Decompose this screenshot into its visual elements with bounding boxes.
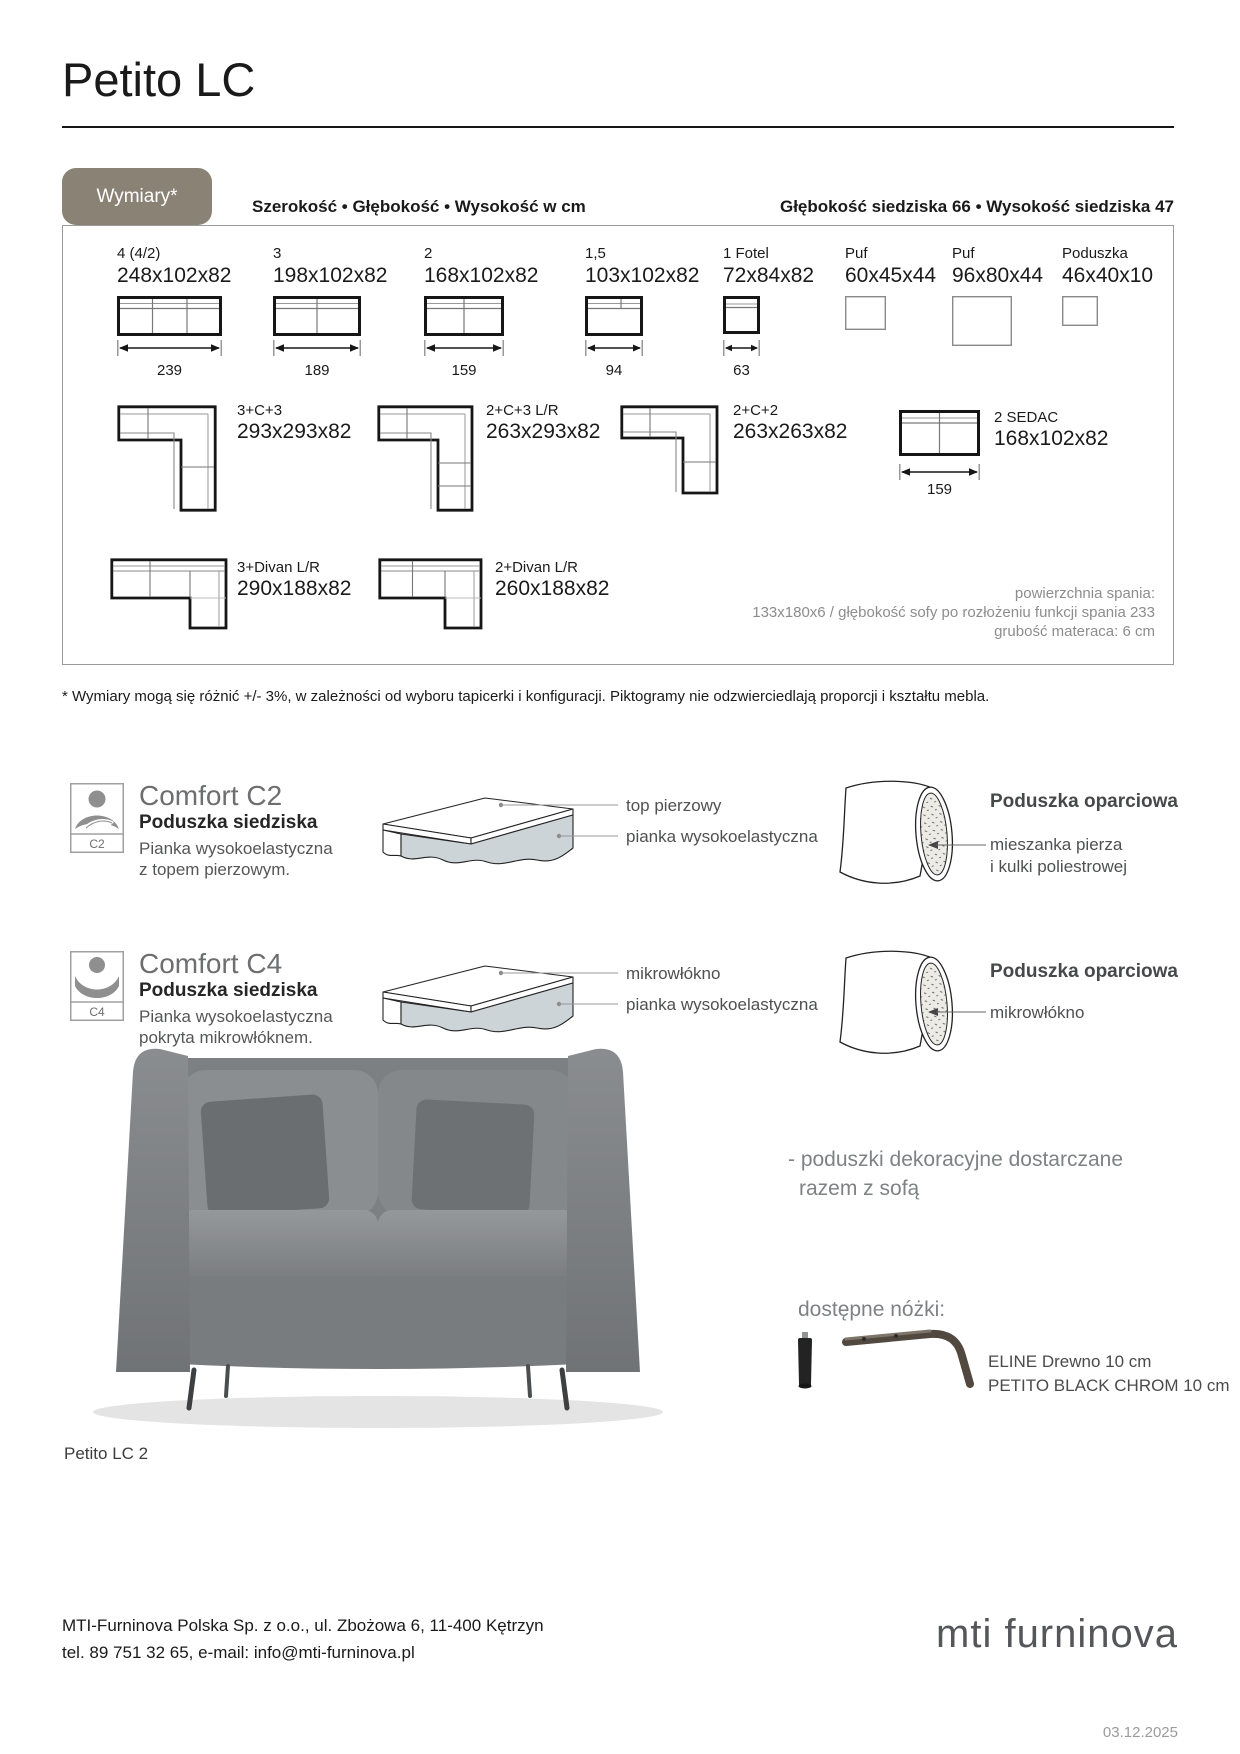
armchair-topview-pictogram xyxy=(723,296,760,334)
comfort-c4-subtitle: Poduszka siedziska xyxy=(139,980,318,1001)
c4-pillow-title: Poduszka oparciowa xyxy=(990,961,1178,982)
leg-petito-label: PETITO BLACK CHROM 10 cm xyxy=(988,1376,1230,1395)
dimensions-tab: Wymiary* xyxy=(62,168,212,225)
c2-pillow-label-line1: mieszanka pierza xyxy=(990,835,1123,854)
comfort-c4-badge: C4 xyxy=(89,1005,105,1019)
sofa-topview-pictogram xyxy=(424,296,504,336)
variant-size: 96x80x44 xyxy=(952,264,1044,287)
c4-pillow-label: mikrowłókno xyxy=(990,1003,1085,1022)
comfort-c2-badge: C2 xyxy=(89,837,105,851)
variant-cushion xyxy=(1062,245,1153,340)
comfort-c2-desc-line2: z topem pierzowym. xyxy=(139,860,291,879)
variant-name: Poduszka xyxy=(1062,245,1128,262)
width-value: 63 xyxy=(733,362,750,379)
comfort-c4-desc-line1: Pianka wysokoelastyczna xyxy=(139,1007,333,1026)
variant-size: 46x40x10 xyxy=(1062,264,1154,287)
corner-2c2-label xyxy=(733,402,847,444)
width-value: 159 xyxy=(451,362,477,379)
dimensions-header-left: Szerokość • Głębokość • Wysokość w cm xyxy=(252,197,586,216)
variant-size: 72x84x82 xyxy=(723,264,815,287)
variant-name: 1,5 xyxy=(585,245,606,262)
variant-pouf-small xyxy=(845,245,936,340)
leg-eline-label: ELINE Drewno 10 cm xyxy=(988,1352,1152,1371)
c2-cushion-label-top: top pierzowy xyxy=(626,796,722,815)
variant-size: 168x102x82 xyxy=(424,264,539,287)
decor-pillows-note-line2: razem z sofą xyxy=(799,1177,920,1200)
width-arrow xyxy=(899,464,980,480)
photo-caption: Petito LC 2 xyxy=(64,1444,149,1463)
variant-size: 248x102x82 xyxy=(117,264,232,287)
width-arrow xyxy=(273,340,361,356)
comfort-c2-icon xyxy=(70,783,124,853)
divan-3-pictogram xyxy=(110,558,228,630)
variant-4-seater xyxy=(117,245,231,379)
variant-size: 60x45x44 xyxy=(845,264,937,287)
config-size: 263x293x82 xyxy=(486,420,601,443)
divan-2-pictogram xyxy=(378,558,483,630)
width-value: 159 xyxy=(926,481,953,498)
config-name: 2+C+2 xyxy=(733,402,779,419)
config-size: 260x188x82 xyxy=(495,577,610,600)
corner-2c3-pictogram xyxy=(377,405,474,512)
dimensions-footnote: * Wymiary mogą się różnić +/- 3%, w zależności od wyboru tapicerki i konfiguracji. Piktogramy nie odzwierciedlają proporcji i kształtu mebla. xyxy=(62,688,990,705)
decor-pillows-note-line1: - poduszki dekoracyjne dostarczane xyxy=(788,1148,1124,1171)
c2-pillow-label-line2: i kulki poliestrowej xyxy=(990,857,1127,876)
sofa-topview-pictogram xyxy=(273,296,361,336)
back-pillow-diagram-c2 xyxy=(828,772,988,898)
variant-2-seater xyxy=(424,245,538,379)
c4-cushion-label-top: mikrowłókno xyxy=(626,964,721,983)
sedac-label xyxy=(994,409,1108,451)
footer-address-line2: tel. 89 751 32 65, e-mail: info@mti-furninova.pl xyxy=(62,1643,415,1662)
config-size: 293x293x82 xyxy=(237,420,352,443)
config-name: 2+Divan L/R xyxy=(495,559,578,576)
width-arrow xyxy=(723,340,760,356)
comfort-c4-desc-line2: pokryta mikrowłóknem. xyxy=(139,1028,313,1047)
config-size: 290x188x82 xyxy=(237,577,352,600)
sleep-note-line2: 133x180x6 / głębokość sofy po rozłożeniu funkcji spania 233 xyxy=(752,604,1155,621)
config-name: 3+C+3 xyxy=(237,402,283,419)
dimensions-header-right: Głębokość siedziska 66 • Wysokość siedziska 47 xyxy=(779,197,1174,216)
c2-cushion-label-foam: pianka wysokoelastyczna xyxy=(626,827,818,846)
corner-3c3-label xyxy=(237,402,351,444)
comfort-c2-desc-line1: Pianka wysokoelastyczna xyxy=(139,839,333,858)
variant-armchair xyxy=(723,245,814,379)
divan-3-label xyxy=(237,559,351,601)
seat-cushion-diagram-c2 xyxy=(375,794,620,872)
variant-name: Puf xyxy=(952,245,975,262)
width-arrow xyxy=(585,340,643,356)
comfort-c2-title: Comfort C2 xyxy=(139,780,283,811)
divan-2-label xyxy=(495,559,609,601)
pouf-topview-pictogram xyxy=(845,296,886,330)
width-value: 189 xyxy=(304,362,330,379)
variant-3-seater xyxy=(273,245,387,379)
width-value: 239 xyxy=(156,362,183,379)
mti-furninova-logo: mti furninova xyxy=(936,1612,1178,1656)
title-divider xyxy=(62,126,1174,128)
config-name: 2+C+3 L/R xyxy=(486,402,559,419)
comfort-c2-subtitle: Poduszka siedziska xyxy=(139,812,318,833)
variant-name: Puf xyxy=(845,245,868,262)
config-size: 263x263x82 xyxy=(733,420,848,443)
document-date: 03.12.2025 xyxy=(1102,1724,1178,1741)
variant-pouf-large xyxy=(952,245,1043,340)
c4-cushion-label-foam: pianka wysokoelastyczna xyxy=(626,995,818,1014)
comfort-c4-title: Comfort C4 xyxy=(139,948,283,979)
c2-pillow-title: Poduszka oparciowa xyxy=(990,791,1178,812)
variant-size: 198x102x82 xyxy=(273,264,388,287)
variant-size: 103x102x82 xyxy=(585,264,700,287)
footer-address-line1: MTI-Furninova Polska Sp. z o.o., ul. Zbożowa 6, 11-400 Kętrzyn xyxy=(62,1616,544,1635)
variant-name: 1 Fotel xyxy=(723,245,769,262)
sleeping-surface-note xyxy=(752,584,1155,641)
variant-name: 2 xyxy=(424,245,433,262)
config-name: 3+Divan L/R xyxy=(237,559,320,576)
config-name: 2 SEDAC xyxy=(994,409,1059,426)
variant-name: 3 xyxy=(273,245,282,262)
sofa-photo xyxy=(48,980,703,1450)
cushion-topview-pictogram xyxy=(1062,296,1098,326)
sofa-topview-pictogram xyxy=(585,296,643,336)
width-arrow xyxy=(117,340,222,356)
corner-3c3-pictogram xyxy=(117,405,217,512)
sleep-note-line1: powierzchnia spania: xyxy=(1014,585,1155,602)
available-legs-title: dostępne nóżki: xyxy=(798,1298,946,1321)
corner-2c3-label xyxy=(486,402,600,444)
sleep-note-line3: grubość materaca: 6 cm xyxy=(994,623,1155,640)
width-value: 94 xyxy=(605,362,623,379)
leg-petito-chrom-image xyxy=(842,1326,987,1394)
sofa-topview-pictogram xyxy=(117,296,222,336)
config-size: 168x102x82 xyxy=(994,427,1109,450)
page-title: Petito LC xyxy=(62,53,256,106)
sedac-block xyxy=(899,410,980,498)
width-arrow xyxy=(424,340,504,356)
sedac-pictogram xyxy=(899,410,980,456)
leg-eline-wood-image xyxy=(790,1332,820,1394)
back-pillow-diagram-c4 xyxy=(828,942,988,1068)
corner-2c2-pictogram xyxy=(620,405,719,495)
variant-1-5-seater xyxy=(585,245,699,379)
variant-name: 4 (4/2) xyxy=(117,245,161,262)
pouf-topview-pictogram xyxy=(952,296,1012,346)
